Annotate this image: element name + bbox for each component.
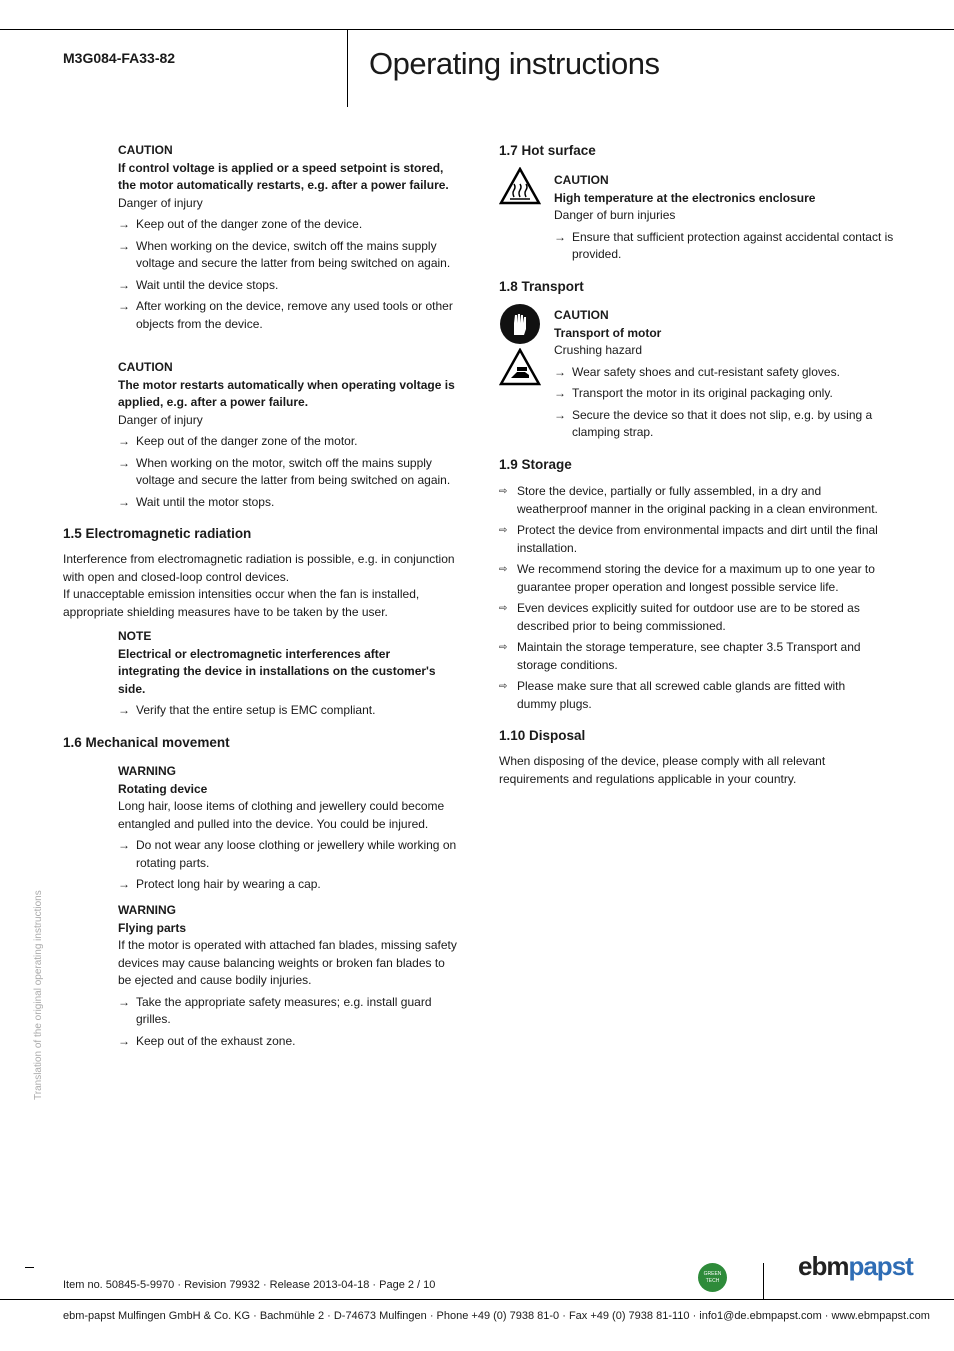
- warning-label: WARNING: [118, 903, 176, 917]
- list-item: ⇨ Store the device, partially or fully assembled, in a dry and weatherproof manner in the original packing in a clean environment.: [499, 484, 878, 516]
- list-item: → Take the appropriate safety measures; e.g. install guard grilles.: [118, 994, 432, 1026]
- arrow-icon: →: [118, 1033, 130, 1048]
- warning-block-1: [118, 763, 458, 894]
- disposal-text: When disposing of the device, please comply with all relevant requirements and regulations applicable in your country.: [499, 754, 826, 786]
- arrow-icon: →: [118, 299, 130, 313]
- note-label: NOTE: [118, 629, 152, 643]
- gloves-icon: [499, 303, 541, 345]
- caution-block-transport: [554, 307, 899, 442]
- caution-block-1: [118, 142, 458, 333]
- arrow-bullet-icon: ⇨: [499, 486, 508, 497]
- arrow-icon: →: [118, 238, 130, 253]
- caution-title: High temperature at the electronics enclosure: [554, 190, 816, 205]
- arrow-icon: →: [554, 364, 566, 379]
- storage-list: [499, 479, 884, 713]
- list-item: → Wear safety shoes and cut-resistant safety gloves.: [554, 364, 899, 382]
- arrow-icon: →: [118, 494, 130, 509]
- section-heading-1-6: 1.6 Mechanical movement: [63, 735, 230, 750]
- list-item: → After working on the device, remove any used tools or other objects from the device.: [118, 299, 453, 331]
- section-heading-1-8: 1.8 Transport: [499, 279, 584, 294]
- caution-label: CAUTION: [554, 173, 609, 187]
- warning-block-2: [118, 902, 458, 1050]
- hot-surface-warning-icon: [499, 167, 541, 205]
- list-item: → Wait until the motor stops.: [118, 494, 458, 512]
- list-item: → Secure the device so that it does not slip, e.g. by using a clamping strap.: [554, 407, 873, 439]
- arrow-bullet-icon: ⇨: [499, 603, 508, 614]
- margin-tick: [25, 1267, 34, 1268]
- arrow-bullet-icon: ⇨: [499, 525, 508, 536]
- section-heading-1-7: 1.7 Hot surface: [499, 143, 596, 158]
- footer-item-info: Item no. 50845-5-9970 · Revision 79932 · Release 2013-04-18 · Page 2 / 10: [63, 1279, 436, 1291]
- list-item: → Protect long hair by wearing a cap.: [118, 876, 458, 894]
- list-item: → When working on the device, switch off the mains supply voltage and secure the latter from being switched on again.: [118, 238, 451, 270]
- list-item: → When working on the motor, switch off the mains supply voltage and secure the latter from being switched on again.: [118, 455, 451, 487]
- list-item: → Keep out of the danger zone of the device.: [118, 216, 458, 234]
- hazard-text: Crushing hazard: [554, 343, 643, 357]
- section-1-5-text: Interference from electromagnetic radiation is possible, e.g. in conjunction with open and closed-loop control devices. If unacceptable emission intensities occur when the fan is installed, appropriate shielding measures have to be taken by the user.: [63, 552, 455, 619]
- warning-text: If the motor is operated with attached fan blades, missing safety devices may cause balancing weights or broken fan blades to be ejected and cause bodily injuries.: [118, 938, 457, 987]
- list-item: → Do not wear any loose clothing or jewellery while working on rotating parts.: [118, 838, 457, 870]
- arrow-icon: →: [118, 434, 130, 448]
- list-item: ⇨ Even devices explicitly suited for outdoor use are to be stored as described prior to being commissioned.: [499, 601, 860, 633]
- caution-label: CAUTION: [118, 360, 173, 374]
- arrow-icon: →: [118, 703, 130, 717]
- section-heading-1-10: 1.10 Disposal: [499, 728, 586, 743]
- arrow-icon: →: [118, 455, 130, 470]
- caution-block-hot: [554, 172, 899, 264]
- arrow-bullet-icon: ⇨: [499, 681, 508, 692]
- list-item: → Wait until the device stops.: [118, 277, 458, 295]
- footer-logo-divider: [763, 1263, 764, 1299]
- arrow-icon: →: [554, 229, 566, 244]
- caution-label: CAUTION: [554, 308, 609, 322]
- arrow-icon: →: [118, 217, 130, 231]
- list-item: ⇨ We recommend storing the device for a maximum up to one year to guarantee proper operation and longest possible service life.: [499, 562, 875, 594]
- note-text: Electrical or electromagnetic interferences after integrating the device in installations on the customer's side.: [118, 646, 436, 696]
- list-item: ⇨ Protect the device from environmental impacts and dirt until the final installation.: [499, 523, 878, 555]
- arrow-icon: →: [118, 877, 130, 891]
- section-heading-1-5: 1.5 Electromagnetic radiation: [63, 526, 252, 541]
- warning-label: WARNING: [118, 764, 176, 778]
- arrow-bullet-icon: ⇨: [499, 564, 508, 575]
- header-top-rule: [0, 29, 954, 30]
- model-number: M3G084-FA33-82: [63, 50, 176, 66]
- ebmpapst-logo: ebmpapst: [798, 1251, 913, 1281]
- hazard-text: Danger of burn injuries: [554, 208, 676, 222]
- hazard-text: Danger of injury: [118, 412, 203, 427]
- caution-label: CAUTION: [118, 143, 173, 157]
- green-tech-badge: GREEN TECH: [698, 1263, 727, 1292]
- warning-title: Flying parts: [118, 920, 187, 935]
- hazard-text: Danger of injury: [118, 195, 203, 210]
- list-item: → Ensure that sufficient protection against accidental contact is provided.: [554, 229, 894, 261]
- arrow-icon: →: [118, 838, 130, 852]
- list-item: → Keep out of the exhaust zone.: [118, 1033, 458, 1051]
- note-block: [118, 628, 453, 720]
- warning-title: Rotating device: [118, 781, 208, 796]
- caution-title: Transport of motor: [554, 325, 662, 340]
- list-item: → Keep out of the danger zone of the motor.: [118, 433, 458, 451]
- header-divider: [347, 29, 348, 107]
- arrow-icon: →: [554, 386, 566, 400]
- list-item: → Transport the motor in its original packaging only.: [554, 385, 899, 403]
- section-heading-1-9: 1.9 Storage: [499, 457, 572, 472]
- caution-block-2: [118, 359, 458, 511]
- list-item: ⇨ Maintain the storage temperature, see chapter 3.5 Transport and storage conditions.: [499, 640, 861, 672]
- side-note: Translation of the original operating instructions: [33, 890, 44, 1100]
- footer-company-info: ebm-papst Mulfingen GmbH & Co. KG · Bachmühle 2 · D-74673 Mulfingen · Phone +49 (0) 7938 81-0 · Fax +49 (0) 7938 81-110 · info1@de.ebmpapst.com · www.ebmpapst.com: [63, 1310, 930, 1322]
- caution-text: If control voltage is applied or a speed setpoint is stored, the motor automatically restarts, e.g. after a power failure.: [118, 160, 449, 192]
- list-item: → Verify that the entire setup is EMC compliant.: [118, 702, 453, 720]
- page-title: Operating instructions: [369, 46, 660, 81]
- crushing-hazard-icon: [499, 348, 541, 386]
- arrow-icon: →: [118, 277, 130, 292]
- list-item: ⇨ Please make sure that all screwed cable glands are fitted with dummy plugs.: [499, 679, 846, 711]
- caution-text: The motor restarts automatically when operating voltage is applied, e.g. after a power failure.: [118, 377, 455, 409]
- arrow-bullet-icon: ⇨: [499, 642, 508, 653]
- arrow-icon: →: [554, 407, 566, 422]
- warning-text: Long hair, loose items of clothing and jewellery could become entangled and pulled into the device. You could be injured.: [118, 799, 445, 831]
- footer-rule: [0, 1299, 954, 1300]
- arrow-icon: →: [118, 994, 130, 1009]
